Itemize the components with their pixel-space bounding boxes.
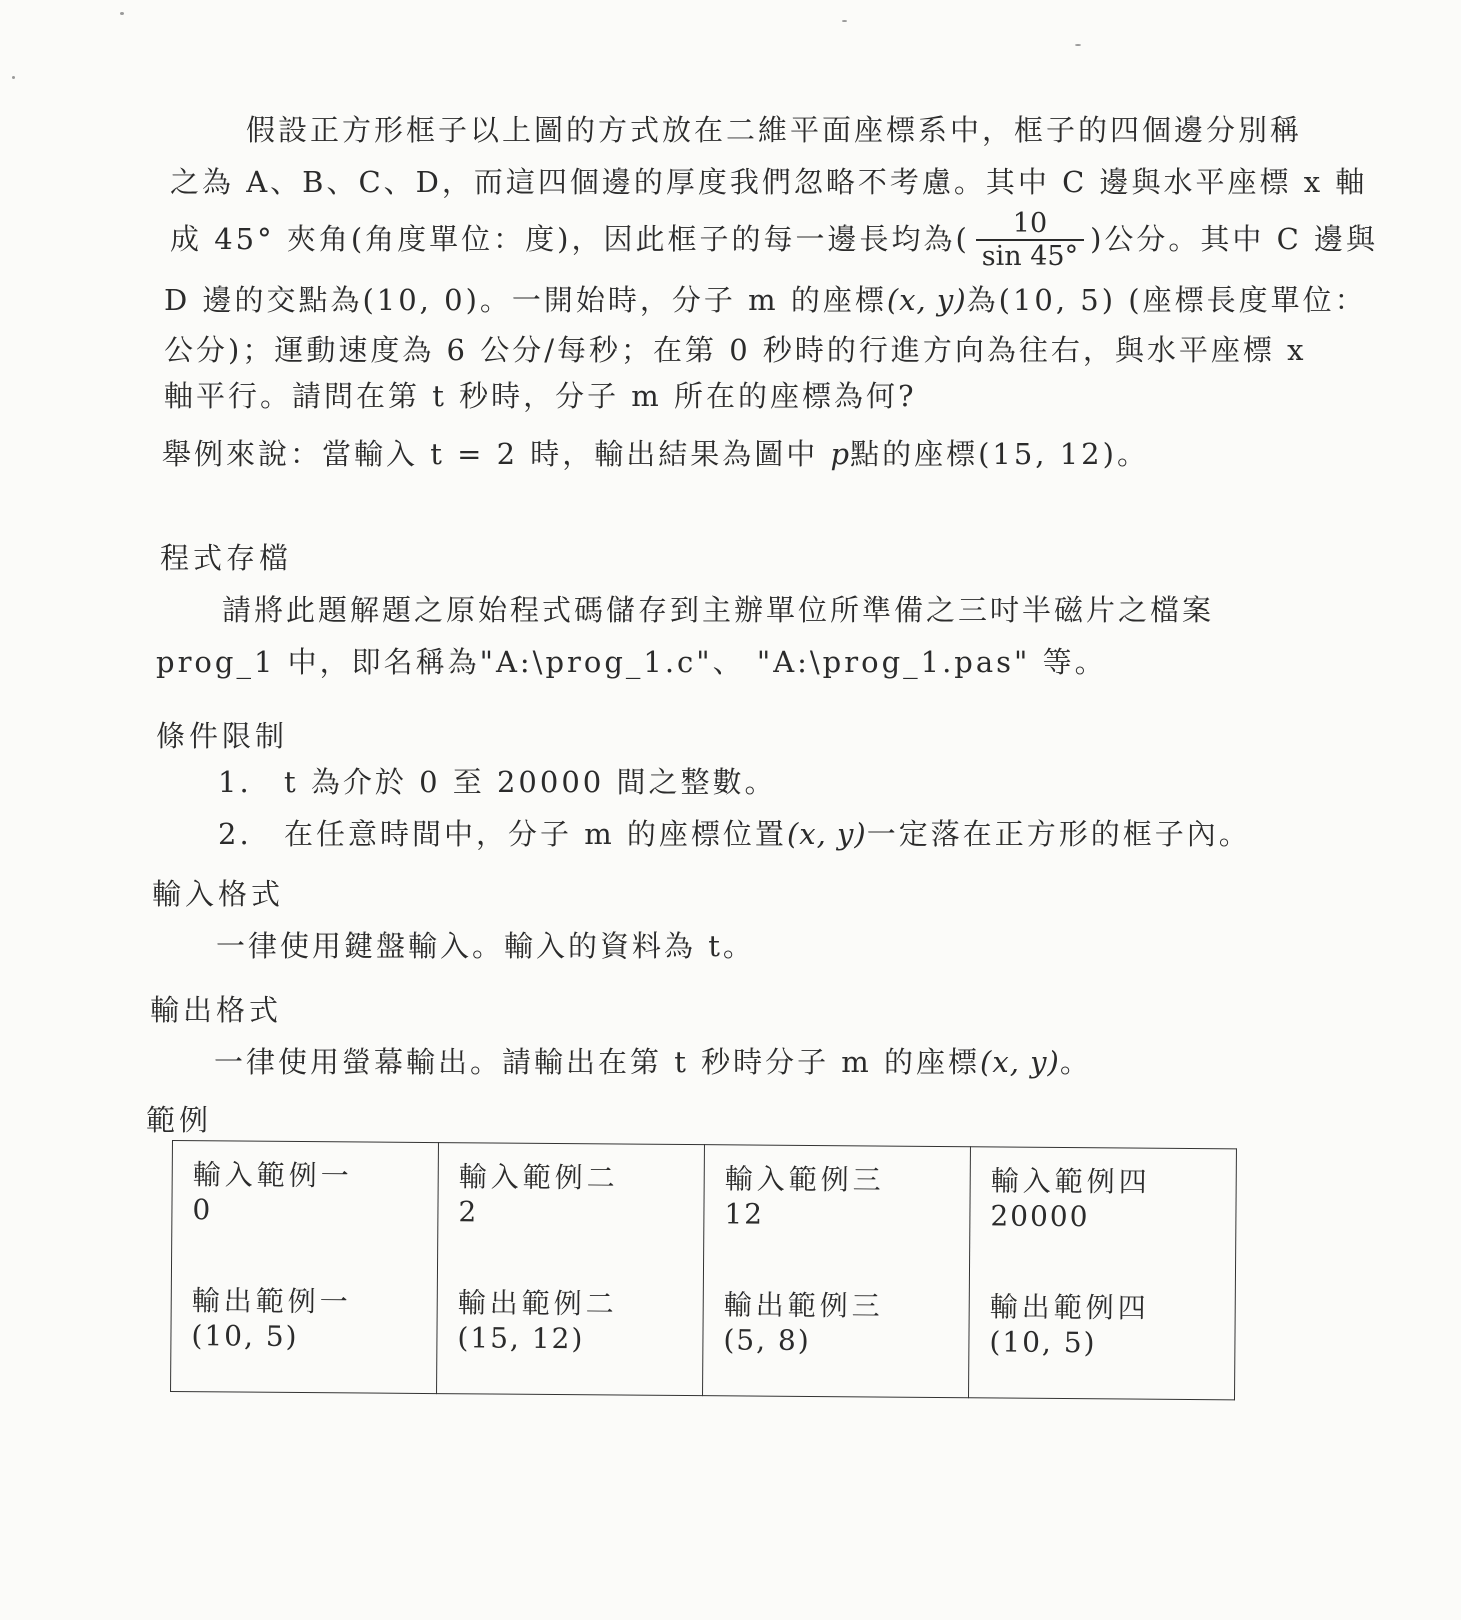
output-format-text-start: 一律使用螢幕輸出。請輸出在第 t 秒時分子 m 的座標: [214, 1045, 981, 1079]
input-example-label: 輸入範例二: [458, 1160, 619, 1195]
examples-table: [170, 1140, 1237, 1400]
output-example-label: 輸出範例四: [989, 1290, 1150, 1325]
coordinate-xy: (x, y): [886, 283, 967, 317]
constraint-text-start: 在任意時間中，分子 m 的座標位置: [284, 817, 787, 851]
input-example-label: 輸入範例三: [724, 1162, 885, 1197]
output-example-label: 輸出範例三: [723, 1288, 884, 1323]
scan-speck: [12, 76, 15, 79]
example-sentence-end: 點的座標(15, 12)。: [850, 437, 1149, 471]
example-cell-4: [969, 1147, 1237, 1400]
paragraph-line-4-end: 為(10, 5) (座標長度單位：: [966, 283, 1367, 317]
scan-speck: [842, 20, 847, 22]
paragraph-line-4-start: D 邊的交點為(10, 0)。一開始時，分子 m 的座標: [164, 283, 887, 317]
example-cell-1: [171, 1141, 439, 1394]
constraint-text: t 為介於 0 至 20000 間之整數。: [284, 765, 777, 799]
scan-speck: [1075, 44, 1081, 46]
coordinate-xy: (x, y): [980, 1045, 1060, 1079]
input-example-value: 20000: [990, 1199, 1090, 1234]
fraction-numerator: 10: [976, 209, 1084, 241]
output-example-value: (5, 8): [723, 1323, 811, 1358]
output-example-label: 輸出範例一: [191, 1284, 352, 1319]
save-heading: 程式存檔: [160, 541, 293, 575]
output-example-label: 輸出範例二: [457, 1286, 618, 1321]
example-cell-2: [437, 1143, 705, 1396]
examples-heading: 範例: [146, 1103, 213, 1137]
paragraph-line-3: [170, 206, 1378, 273]
input-example-value: 12: [724, 1197, 765, 1231]
paragraph-line-6: 軸平行。請問在第 t 秒時，分子 m 所在的座標為何?: [164, 379, 917, 413]
paragraph-line-1: 假設正方形框子以上圖的方式放在二維平面座標系中，框子的四個邊分別稱: [246, 113, 1303, 147]
paragraph-line-3-start: 成 45° 夾角(角度單位：度)，因此框子的每一邊長均為(: [170, 222, 970, 256]
input-example-label: 輸入範例一: [192, 1158, 353, 1193]
input-example-value: 0: [192, 1193, 213, 1227]
coordinate-xy: (x, y): [786, 817, 867, 851]
constraint-item-1: [218, 764, 776, 800]
output-example-value: (10, 5): [989, 1325, 1097, 1360]
input-example-value: 2: [458, 1195, 479, 1229]
constraint-text-end: 一定落在正方形的框子內。: [866, 817, 1251, 851]
input-format-heading: 輸入格式: [152, 877, 285, 911]
output-example-value: (15, 12): [457, 1321, 585, 1356]
save-line-1: 請將此題解題之原始程式碼儲存到主辦單位所準備之三吋半磁片之檔案: [222, 593, 1215, 627]
input-example-label: 輸入範例四: [990, 1164, 1151, 1199]
save-line-2: prog_1 中，即名稱為"A:\prog_1.c"、 "A:\prog_1.pas" 等。: [156, 645, 1107, 679]
paragraph-line-2: 之為 A、B、C、D，而這四個邊的厚度我們忽略不考慮。其中 C 邊與水平座標 x 軸: [170, 165, 1368, 199]
example-cell-3: [703, 1145, 971, 1398]
output-format-text: [214, 1044, 1092, 1080]
example-sentence-start: 舉例來說：當輸入 t = 2 時，輸出結果為圖中: [162, 437, 831, 471]
input-format-text: 一律使用鍵盤輸入。輸入的資料為 t。: [216, 929, 755, 963]
scan-speck: [120, 12, 124, 15]
fraction-denominator: sin 45°: [981, 241, 1079, 272]
output-format-heading: 輸出格式: [150, 993, 283, 1027]
constraint-number: 1.: [218, 765, 252, 799]
example-sentence: [162, 436, 1149, 472]
side-length-fraction: [976, 209, 1084, 273]
output-example-value: (10, 5): [191, 1319, 299, 1353]
output-format-text-end: 。: [1059, 1045, 1092, 1079]
table-row: [171, 1141, 1237, 1400]
paragraph-line-4: [164, 282, 1367, 318]
point-p-label: p: [830, 437, 851, 471]
constraints-heading: 條件限制: [156, 719, 289, 753]
paragraph-line-5: 公分)；運動速度為 6 公分/每秒；在第 0 秒時的行進方向為往右，與水平座標 x: [164, 333, 1307, 367]
paragraph-line-3-end: )公分。其中 C 邊與: [1090, 222, 1379, 256]
constraint-item-2: [218, 816, 1251, 852]
constraint-number: 2.: [218, 817, 252, 851]
